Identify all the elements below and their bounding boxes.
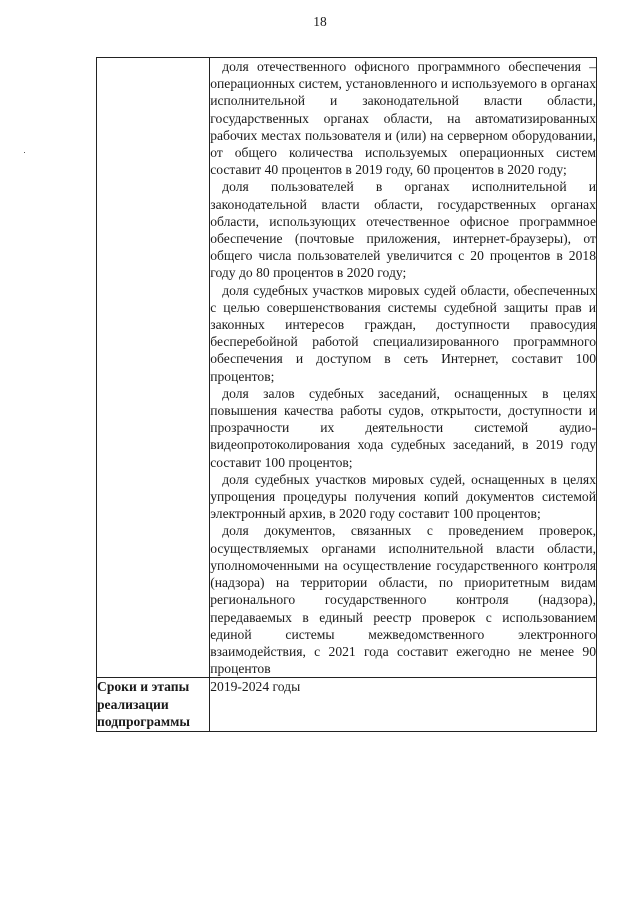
scan-speck	[24, 152, 25, 153]
page-number: 18	[313, 14, 327, 29]
table-row-timeline	[97, 678, 597, 732]
passport-table	[96, 57, 597, 732]
row-label-empty	[97, 58, 210, 678]
targets-cell	[210, 58, 597, 678]
paragraph-inspection-documents-share: доля документов, связанных с проведением проверок, осуществляемых органами исполнительной власти области, уполномоченными на осуществление государственного контроля (надзора) на территории области, по приоритетным видам регионального государственного контроля (надзора), передаваемых в единый реестр проверок с использованием единой системы межведомственного электронного взаимодействия, с 2021 года составит ежегодно не менее 90 процентов	[210, 523, 596, 677]
paragraph-court-halls-share: доля залов судебных заседаний, оснащенных в целях повышения качества работы судов, открытости, доступности и прозрачности их деятельности системой аудио-видеопротоколирования хода судебных заседаний, в 2019 году составит 100 процентов;	[210, 385, 596, 470]
paragraph-users-share: доля пользователей в органах исполнительной и законодательной власти области, государственных органах области, использующих отечественное офисное программное обеспечение (почтовые приложения, интернет-браузеры), от общего числа пользователей увеличится с 20 процентов в 2018 году до 80 процентов в 2020 году;	[210, 179, 596, 281]
paragraph-court-sites-share: доля судебных участков мировых судей области, обеспеченных с целью совершенствования системы судебной защиты прав и законных интересов граждан, доступности правосудия бесперебойной работой специализированного программного обеспечения и доступом в сеть Интернет, составит 100 процентов;	[210, 282, 596, 384]
timeline-value: 2019-2024 годы	[210, 678, 597, 732]
paragraph-office-software-share: доля отечественного офисного программного обеспечения – операционных систем, установленного и используемого в органах исполнительной и законодательной власти области, государственных органах области, на автоматизированных рабочих местах пользователя и (или) на серверном оборудовании, от общего количества используемых операционных систем составит 40 процентов в 2019 году, 60 процентов в 2020 году;	[210, 59, 596, 178]
table-row-targets	[97, 58, 597, 678]
row-label-timeline: Сроки и этапы реализации подпрограммы	[97, 678, 210, 732]
paragraph-electronic-archive-share: доля судебных участков мировых судей, оснащенных в целях упрощения процедуры получения копий документов системой электронный архив, в 2020 году составит 100 процентов;	[210, 471, 596, 522]
